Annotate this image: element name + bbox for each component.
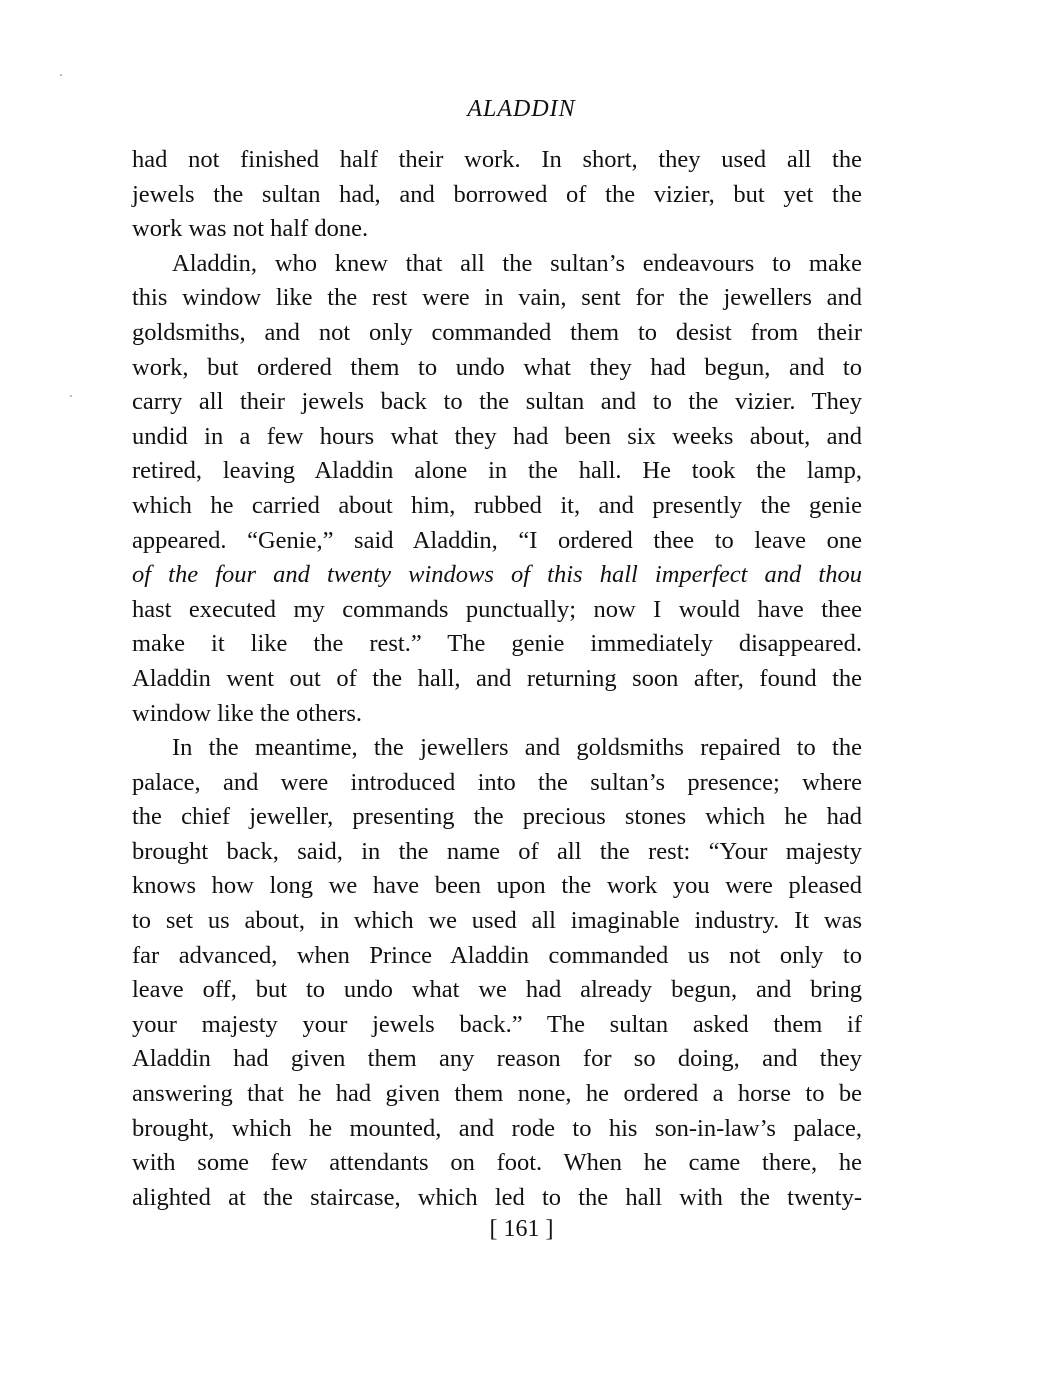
text-line: which he carried about him, rubbed it, and presently the genie xyxy=(132,491,862,519)
text-line: window like the others. xyxy=(132,699,362,727)
text-line: far advanced, when Prince Aladdin commanded us not only to xyxy=(132,941,862,969)
text-line: appeared. “Genie,” said Aladdin, “I ordered thee to leave one xyxy=(132,526,862,554)
text-line: Aladdin, who knew that all the sultan’s endeavours to make xyxy=(172,249,862,277)
text-line: carry all their jewels back to the sultan and to the vizier. They xyxy=(132,388,862,416)
text-line: had not finished half their work. In short, they used all the xyxy=(132,146,862,173)
text-line: answering that he had given them none, he ordered a horse to be xyxy=(132,1080,862,1108)
scan-speck xyxy=(60,74,62,76)
text-line: brought, which he mounted, and rode to his son-in-law’s palace, xyxy=(132,1114,862,1142)
page-number: [ 161 ] xyxy=(489,1216,554,1242)
text-line: brought back, said, in the name of all the rest: “Your majesty xyxy=(132,837,862,865)
text-line: retired, leaving Aladdin alone in the hall. He took the lamp, xyxy=(132,457,862,485)
text-line: alighted at the staircase, which led to the hall with the twenty- xyxy=(132,1183,862,1211)
text-line: with some few attendants on foot. When he came there, he xyxy=(132,1149,862,1177)
text-line: of the four and twenty windows of this hall imperfect and thou xyxy=(132,561,862,589)
text-line: undid in a few hours what they had been six weeks about, and xyxy=(132,422,862,450)
running-header: ALADDIN xyxy=(467,96,576,122)
text-line: knows how long we have been upon the work you were pleased xyxy=(132,872,862,900)
text-line: this window like the rest were in vain, sent for the jewellers and xyxy=(132,284,862,312)
text-line: your majesty your jewels back.” The sultan asked them if xyxy=(132,1010,862,1038)
text-line: palace, and were introduced into the sultan’s presence; where xyxy=(132,768,862,796)
text-line: In the meantime, the jewellers and goldsmiths repaired to the xyxy=(172,734,862,762)
text-line: Aladdin went out of the hall, and returning soon after, found the xyxy=(132,664,862,692)
text-line: leave off, but to undo what we had already begun, and bring xyxy=(132,976,862,1004)
text-line: work, but ordered them to undo what they had begun, and to xyxy=(132,353,862,381)
text-line: hast executed my commands punctually; now I would have thee xyxy=(132,595,862,623)
text-line: to set us about, in which we used all imaginable industry. It was xyxy=(132,907,862,935)
text-line: the chief jeweller, presenting the precious stones which he had xyxy=(132,803,862,831)
text-line: make it like the rest.” The genie immediately disappeared. xyxy=(132,630,862,658)
text-line: goldsmiths, and not only commanded them to desist from their xyxy=(132,318,862,346)
text-line: work was not half done. xyxy=(132,215,369,243)
text-line: jewels the sultan had, and borrowed of the vizier, but yet the xyxy=(132,180,862,208)
scan-speck xyxy=(70,395,72,397)
text-line: Aladdin had given them any reason for so doing, and they xyxy=(132,1045,862,1073)
body-text xyxy=(132,143,862,1215)
